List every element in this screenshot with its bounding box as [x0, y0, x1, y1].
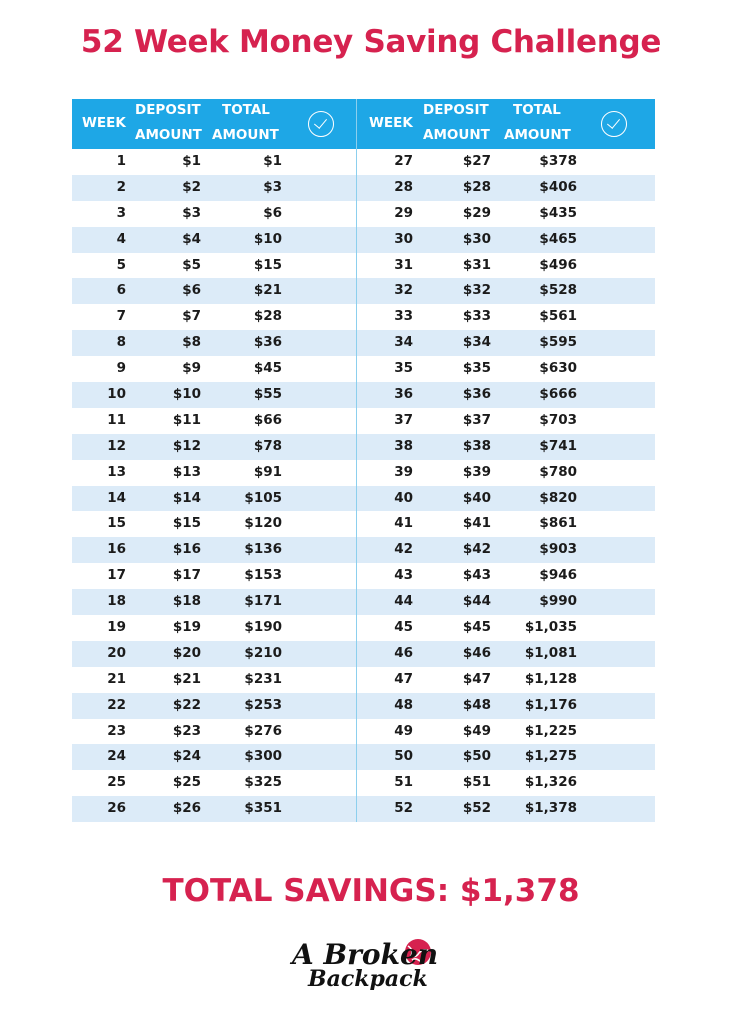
table-row — [72, 641, 356, 667]
table-row — [357, 589, 655, 615]
total-cell: $528 — [539, 282, 577, 299]
total-cell: $105 — [244, 489, 282, 506]
deposit-cell: $2 — [182, 178, 201, 195]
week-cell: 36 — [394, 386, 413, 403]
deposit-cell: $27 — [462, 153, 491, 169]
table-row — [357, 434, 655, 460]
deposit-cell: $39 — [462, 463, 491, 480]
total-cell: $136 — [244, 541, 282, 558]
deposit-cell: $47 — [462, 670, 491, 687]
deposit-cell: $36 — [462, 386, 491, 403]
table-row — [72, 227, 356, 253]
table-row — [357, 719, 655, 745]
table-row — [72, 408, 356, 434]
header-total: TOTAL — [222, 102, 270, 118]
deposit-cell: $33 — [462, 308, 491, 325]
table-row — [357, 460, 655, 486]
week-cell: 15 — [107, 515, 126, 532]
table-row — [357, 382, 655, 408]
week-cell: 40 — [394, 489, 413, 506]
week-cell: 3 — [116, 204, 126, 221]
deposit-cell: $20 — [172, 644, 201, 661]
header-total: TOTAL — [513, 102, 561, 118]
deposit-cell: $51 — [462, 774, 491, 791]
deposit-cell: $32 — [462, 282, 491, 299]
table-row — [72, 615, 356, 641]
deposit-cell: $24 — [172, 748, 201, 765]
total-cell: $1,176 — [524, 696, 577, 713]
table-row — [357, 796, 655, 822]
page-title: 52 Week Money Saving Challenge — [80, 24, 662, 60]
table-row — [357, 744, 655, 770]
week-cell: 32 — [394, 282, 413, 299]
week-cell: 27 — [394, 153, 413, 169]
total-cell: $561 — [539, 308, 577, 325]
deposit-cell: $4 — [182, 230, 201, 247]
deposit-cell: $21 — [172, 670, 201, 687]
deposit-cell: $31 — [462, 256, 491, 273]
table-row — [357, 304, 655, 330]
table-row — [357, 641, 655, 667]
header-deposit: DEPOSIT — [423, 102, 489, 118]
deposit-cell: $25 — [172, 774, 201, 791]
savings-table-weeks-27-52 — [356, 99, 655, 822]
total-savings: TOTAL SAVINGS: $1,378 — [162, 873, 580, 909]
total-cell: $1,081 — [524, 644, 577, 661]
table-row — [72, 149, 356, 175]
brand-logo — [286, 934, 446, 990]
total-cell: $741 — [539, 437, 577, 454]
total-cell: $861 — [539, 515, 577, 532]
week-cell: 1 — [116, 153, 126, 169]
table-row — [357, 356, 655, 382]
total-cell: $45 — [253, 360, 282, 377]
table-body — [72, 149, 356, 822]
table-row — [357, 253, 655, 279]
table-row — [72, 563, 356, 589]
header-deposit-amount: AMOUNT — [135, 127, 202, 143]
week-cell: 6 — [116, 282, 126, 299]
week-cell: 5 — [116, 256, 126, 273]
total-cell: $171 — [244, 593, 282, 610]
table-row — [72, 667, 356, 693]
week-cell: 52 — [394, 800, 413, 817]
deposit-cell: $15 — [172, 515, 201, 532]
total-cell: $10 — [253, 230, 282, 247]
total-cell: $300 — [244, 748, 282, 765]
week-cell: 4 — [116, 230, 126, 247]
total-cell: $703 — [539, 411, 577, 428]
deposit-cell: $14 — [172, 489, 201, 506]
deposit-cell: $50 — [462, 748, 491, 765]
deposit-cell: $42 — [462, 541, 491, 558]
table-row — [72, 253, 356, 279]
week-cell: 39 — [394, 463, 413, 480]
total-cell: $55 — [253, 386, 282, 403]
table-row — [357, 408, 655, 434]
total-cell: $630 — [539, 360, 577, 377]
table-row — [72, 175, 356, 201]
total-cell: $666 — [539, 386, 577, 403]
table-row — [72, 693, 356, 719]
total-cell: $465 — [539, 230, 577, 247]
deposit-cell: $7 — [182, 308, 201, 325]
total-cell: $496 — [539, 256, 577, 273]
total-cell: $210 — [244, 644, 282, 661]
deposit-cell: $48 — [462, 696, 491, 713]
deposit-cell: $38 — [462, 437, 491, 454]
total-cell: $6 — [263, 204, 282, 221]
total-cell: $231 — [244, 670, 282, 687]
week-cell: 47 — [394, 670, 413, 687]
week-cell: 34 — [394, 334, 413, 351]
deposit-cell: $30 — [462, 230, 491, 247]
header-total-amount: AMOUNT — [212, 127, 279, 143]
table-row — [72, 330, 356, 356]
table-row — [72, 201, 356, 227]
deposit-cell: $49 — [462, 722, 491, 739]
deposit-cell: $16 — [172, 541, 201, 558]
week-cell: 35 — [394, 360, 413, 377]
table-row — [72, 434, 356, 460]
week-cell: 13 — [107, 463, 126, 480]
total-cell: $406 — [539, 178, 577, 195]
week-cell: 49 — [394, 722, 413, 739]
deposit-cell: $34 — [462, 334, 491, 351]
savings-table-weeks-1-26 — [72, 99, 356, 822]
week-cell: 17 — [107, 567, 126, 584]
deposit-cell: $45 — [462, 619, 491, 636]
table-row — [72, 511, 356, 537]
total-cell: $1,326 — [524, 774, 577, 791]
week-cell: 33 — [394, 308, 413, 325]
total-cell: $1,128 — [524, 670, 577, 687]
total-cell: $91 — [253, 463, 282, 480]
deposit-cell: $22 — [172, 696, 201, 713]
week-cell: 19 — [107, 619, 126, 636]
table-row — [357, 149, 655, 175]
total-cell: $820 — [539, 489, 577, 506]
table-row — [357, 693, 655, 719]
table-row — [72, 744, 356, 770]
week-cell: 7 — [116, 308, 126, 325]
deposit-cell: $12 — [172, 437, 201, 454]
deposit-cell: $41 — [462, 515, 491, 532]
table-row — [72, 537, 356, 563]
deposit-cell: $6 — [182, 282, 201, 299]
week-cell: 25 — [107, 774, 126, 791]
total-cell: $78 — [253, 437, 282, 454]
total-cell: $1,225 — [524, 722, 577, 739]
total-cell: $595 — [539, 334, 577, 351]
deposit-cell: $1 — [182, 153, 201, 169]
total-cell: $351 — [244, 800, 282, 817]
week-cell: 29 — [394, 204, 413, 221]
week-cell: 12 — [107, 437, 126, 454]
table-row — [72, 796, 356, 822]
deposit-cell: $43 — [462, 567, 491, 584]
table-row — [357, 511, 655, 537]
deposit-cell: $10 — [172, 386, 201, 403]
deposit-cell: $3 — [182, 204, 201, 221]
total-cell: $903 — [539, 541, 577, 558]
total-cell: $190 — [244, 619, 282, 636]
total-cell: $946 — [539, 567, 577, 584]
table-row — [357, 201, 655, 227]
table-row — [357, 770, 655, 796]
week-cell: 28 — [394, 178, 413, 195]
week-cell: 26 — [107, 800, 126, 817]
table-body — [357, 149, 655, 822]
deposit-cell: $17 — [172, 567, 201, 584]
table-row — [72, 770, 356, 796]
table-row — [72, 460, 356, 486]
header-deposit-amount: AMOUNT — [423, 127, 490, 143]
header-week: WEEK — [82, 115, 126, 131]
deposit-cell: $5 — [182, 256, 201, 273]
table-row — [72, 356, 356, 382]
week-cell: 21 — [107, 670, 126, 687]
week-cell: 24 — [107, 748, 126, 765]
table-row — [357, 486, 655, 512]
deposit-cell: $40 — [462, 489, 491, 506]
deposit-cell: $37 — [462, 411, 491, 428]
week-cell: 23 — [107, 722, 126, 739]
week-cell: 41 — [394, 515, 413, 532]
week-cell: 18 — [107, 593, 126, 610]
deposit-cell: $9 — [182, 360, 201, 377]
total-cell: $780 — [539, 463, 577, 480]
header-week: WEEK — [369, 115, 413, 131]
week-cell: 46 — [394, 644, 413, 661]
table-row — [357, 563, 655, 589]
table-row — [72, 589, 356, 615]
week-cell: 50 — [394, 748, 413, 765]
table-row — [72, 382, 356, 408]
total-cell: $120 — [244, 515, 282, 532]
week-cell: 43 — [394, 567, 413, 584]
deposit-cell: $52 — [462, 800, 491, 817]
week-cell: 44 — [394, 593, 413, 610]
week-cell: 48 — [394, 696, 413, 713]
total-cell: $3 — [263, 178, 282, 195]
total-cell: $21 — [253, 282, 282, 299]
deposit-cell: $35 — [462, 360, 491, 377]
deposit-cell: $29 — [462, 204, 491, 221]
total-cell: $378 — [539, 153, 577, 169]
table-row — [72, 719, 356, 745]
table-row — [357, 330, 655, 356]
deposit-cell: $18 — [172, 593, 201, 610]
total-cell: $153 — [244, 567, 282, 584]
table-row — [72, 304, 356, 330]
week-cell: 42 — [394, 541, 413, 558]
total-cell: $66 — [253, 411, 282, 428]
week-cell: 2 — [116, 178, 126, 195]
check-circle-icon — [308, 111, 334, 137]
total-cell: $276 — [244, 722, 282, 739]
table-row — [357, 615, 655, 641]
check-circle-icon — [601, 111, 627, 137]
table-row — [72, 278, 356, 304]
week-cell: 9 — [116, 360, 126, 377]
logo-text-line2: Backpack — [308, 966, 428, 990]
total-cell: $435 — [539, 204, 577, 221]
table-row — [72, 486, 356, 512]
week-cell: 38 — [394, 437, 413, 454]
header-total-amount: AMOUNT — [504, 127, 571, 143]
week-cell: 11 — [107, 411, 126, 428]
week-cell: 14 — [107, 489, 126, 506]
table-row — [357, 175, 655, 201]
deposit-cell: $11 — [172, 411, 201, 428]
table-header — [357, 99, 655, 149]
deposit-cell: $26 — [172, 800, 201, 817]
table-header — [72, 99, 356, 149]
deposit-cell: $23 — [172, 722, 201, 739]
deposit-cell: $19 — [172, 619, 201, 636]
total-cell: $1 — [263, 153, 282, 169]
total-cell: $253 — [244, 696, 282, 713]
deposit-cell: $44 — [462, 593, 491, 610]
week-cell: 31 — [394, 256, 413, 273]
deposit-cell: $46 — [462, 644, 491, 661]
week-cell: 30 — [394, 230, 413, 247]
table-row — [357, 537, 655, 563]
deposit-cell: $28 — [462, 178, 491, 195]
total-cell: $1,035 — [524, 619, 577, 636]
logo-text-line1: A Broken — [292, 938, 439, 971]
table-row — [357, 667, 655, 693]
total-cell: $36 — [253, 334, 282, 351]
week-cell: 45 — [394, 619, 413, 636]
header-deposit: DEPOSIT — [135, 102, 201, 118]
week-cell: 10 — [107, 386, 126, 403]
total-cell: $990 — [539, 593, 577, 610]
week-cell: 22 — [107, 696, 126, 713]
total-cell: $28 — [253, 308, 282, 325]
week-cell: 16 — [107, 541, 126, 558]
week-cell: 51 — [394, 774, 413, 791]
deposit-cell: $8 — [182, 334, 201, 351]
week-cell: 20 — [107, 644, 126, 661]
deposit-cell: $13 — [172, 463, 201, 480]
total-cell: $15 — [253, 256, 282, 273]
table-row — [357, 278, 655, 304]
total-cell: $325 — [244, 774, 282, 791]
total-cell: $1,378 — [524, 800, 577, 817]
week-cell: 37 — [394, 411, 413, 428]
total-cell: $1,275 — [524, 748, 577, 765]
table-row — [357, 227, 655, 253]
week-cell: 8 — [116, 334, 126, 351]
